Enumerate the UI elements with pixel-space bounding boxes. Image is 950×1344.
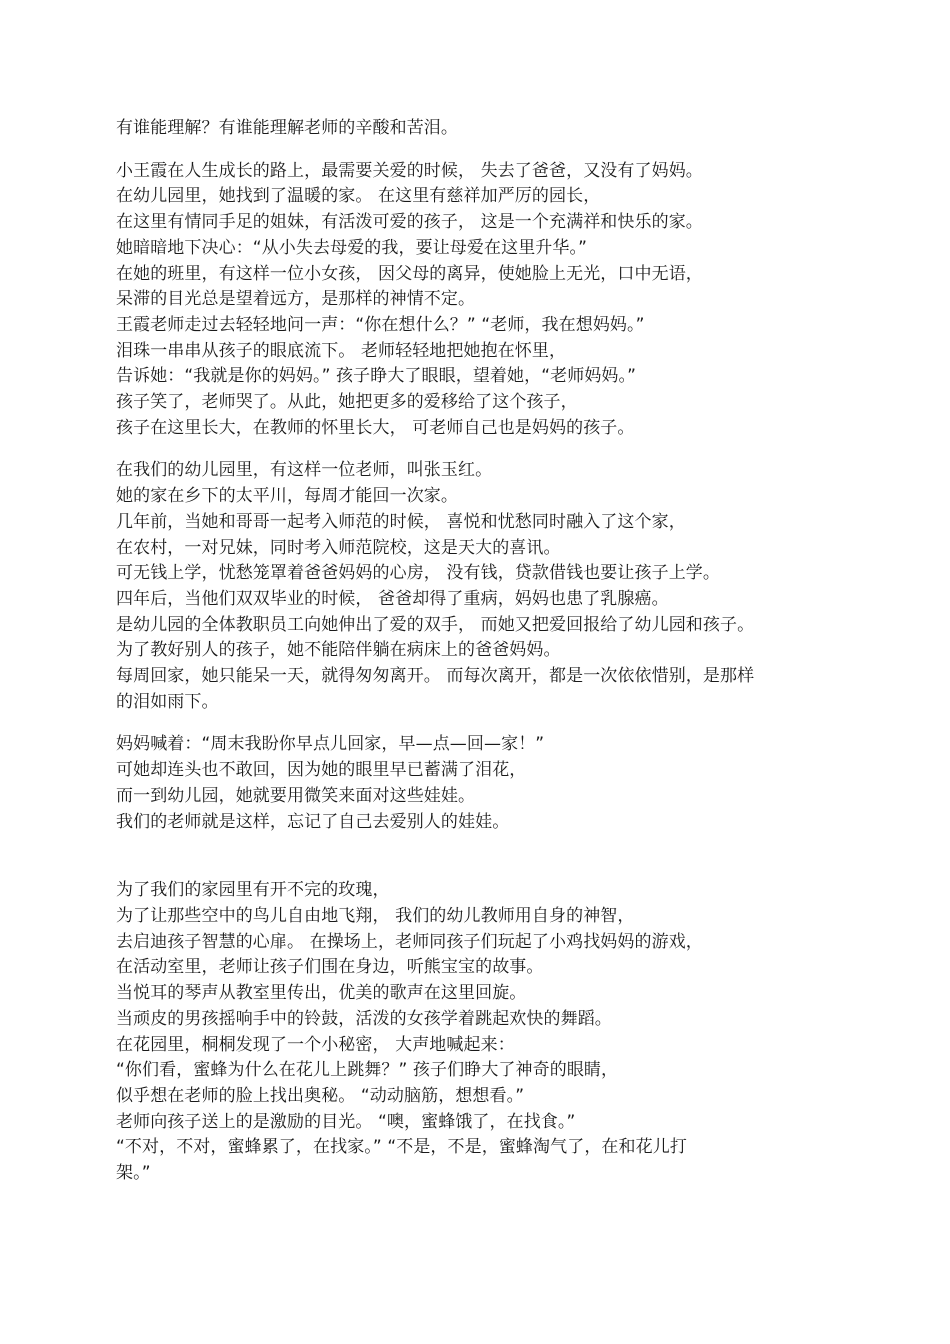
text-line: 妈妈喊着：“周末我盼你早点儿回家，早—点—回—家！”: [116, 734, 545, 755]
text-line: 每周回家，她只能呆一天，就得匆匆离开。 而每次离开，都是一次依依惜别，是那样: [116, 666, 755, 687]
text-line: 的泪如雨下。: [116, 691, 219, 712]
text-line: 四年后，当他们双双毕业的时候， 爸爸却得了重病，妈妈也患了乳腺癌。: [116, 588, 669, 609]
paragraph-spacer: [116, 142, 836, 159]
text-line: 小王霞在人生成长的路上，最需要关爱的时候， 失去了爸爸，又没有了妈妈。: [116, 160, 703, 181]
text-line: 王霞老师走过去轻轻地问一声：“你在想什么？” “老师，我在想妈妈。”: [116, 314, 645, 335]
text-line: 去启迪孩子智慧的心扉。 在操场上，老师同孩子们玩起了小鸡找妈妈的游戏，: [116, 931, 703, 952]
text-line: 呆滞的目光总是望着远方，是那样的神情不定。: [116, 289, 476, 310]
text-line: 为了让那些空中的鸟儿自由地飞翔， 我们的幼儿教师用自身的神智，: [116, 905, 635, 926]
text-line: 可无钱上学，忧愁笼罩着爸爸妈妈的心房， 没有钱，贷款借钱也要让孩子上学。: [116, 563, 721, 584]
text-line: 在她的班里，有这样一位小女孩， 因父母的离异，使她脸上无光，口中无语，: [116, 263, 703, 284]
text-line: 在我们的幼儿园里，有这样一位老师，叫张玉红。: [116, 460, 493, 481]
paragraph: [116, 878, 836, 1186]
document-body: [116, 116, 836, 1187]
paragraph: [116, 116, 836, 142]
text-line: 几年前，当她和哥哥一起考入师范的时候， 喜悦和忧愁同时融入了这个家，: [116, 511, 686, 532]
text-line: 泪珠一串串从孩子的眼底流下。 老师轻轻地把她抱在怀里，: [116, 340, 567, 361]
text-line: 在幼儿园里，她找到了温暖的家。 在这里有慈祥加严厉的园长，: [116, 186, 601, 207]
text-line: 我们的老师就是这样，忘记了自己去爱别人的娃娃。: [116, 811, 510, 832]
text-line: “你们看，蜜蜂为什么在花儿上跳舞？” 孩子们睁大了神奇的眼睛，: [116, 1060, 619, 1081]
paragraph: [116, 458, 836, 715]
text-line: “不对，不对，蜜蜂累了，在找家。” “不是，不是，蜜蜂淘气了，在和花儿打: [116, 1137, 687, 1158]
text-line: 可她却连头也不敢回，因为她的眼里早已蓄满了泪花，: [116, 760, 527, 781]
text-line: 当悦耳的琴声从教室里传出，优美的歌声在这里回旋。: [116, 983, 527, 1004]
text-line: 为了我们的家园里有开不完的玫瑰，: [116, 880, 390, 901]
text-line: 似乎想在老师的脸上找出奥秘。 “动动脑筋，想想看。”: [116, 1085, 525, 1106]
text-line: 架。”: [116, 1163, 151, 1184]
text-line: 在活动室里，老师让孩子们围在身边，听熊宝宝的故事。: [116, 957, 544, 978]
text-line: 她的家在乡下的太平川，每周才能回一次家。: [116, 486, 458, 507]
paragraph: [116, 159, 836, 442]
paragraph-spacer: [116, 835, 836, 878]
text-line: 为了教好别人的孩子，她不能陪伴躺在病床上的爸爸妈妈。: [116, 640, 561, 661]
text-line: 孩子笑了，老师哭了。从此，她把更多的爱移给了这个孩子，: [116, 392, 578, 413]
paragraph: [116, 732, 836, 835]
text-line: 告诉她：“我就是你的妈妈。” 孩子睁大了眼眼，望着她，“老师妈妈。”: [116, 366, 637, 387]
paragraph-spacer: [116, 441, 836, 458]
text-line: 而一到幼儿园，她就要用微笑来面对这些娃娃。: [116, 785, 476, 806]
text-line: 在花园里，桐桐发现了一个小秘密， 大声地喊起来：: [116, 1034, 515, 1055]
text-line: 当顽皮的男孩摇响手中的铃鼓，活泼的女孩学着跳起欢快的舞蹈。: [116, 1008, 612, 1029]
text-line: 有谁能理解？有谁能理解老师的辛酸和苦泪。: [116, 118, 458, 138]
text-line: 在农村，一对兄妹，同时考入师范院校，这是天大的喜讯。: [116, 537, 561, 558]
text-line: 孩子在这里长大，在教师的怀里长大， 可老师自己也是妈妈的孩子。: [116, 417, 635, 438]
paragraph-spacer: [116, 715, 836, 732]
text-line: 在这里有情同手足的姐妹，有活泼可爱的孩子， 这是一个充满祥和快乐的家。: [116, 212, 703, 233]
text-line: 她暗暗地下决心：“从小失去母爱的我，要让母爱在这里升华。”: [116, 237, 588, 258]
text-line: 老师向孩子送上的是激励的目光。 “噢，蜜蜂饿了，在找食。”: [116, 1111, 576, 1132]
text-line: 是幼儿园的全体教职员工向她伸出了爱的双手， 而她又把爱回报给了幼儿园和孩子。: [116, 614, 755, 635]
